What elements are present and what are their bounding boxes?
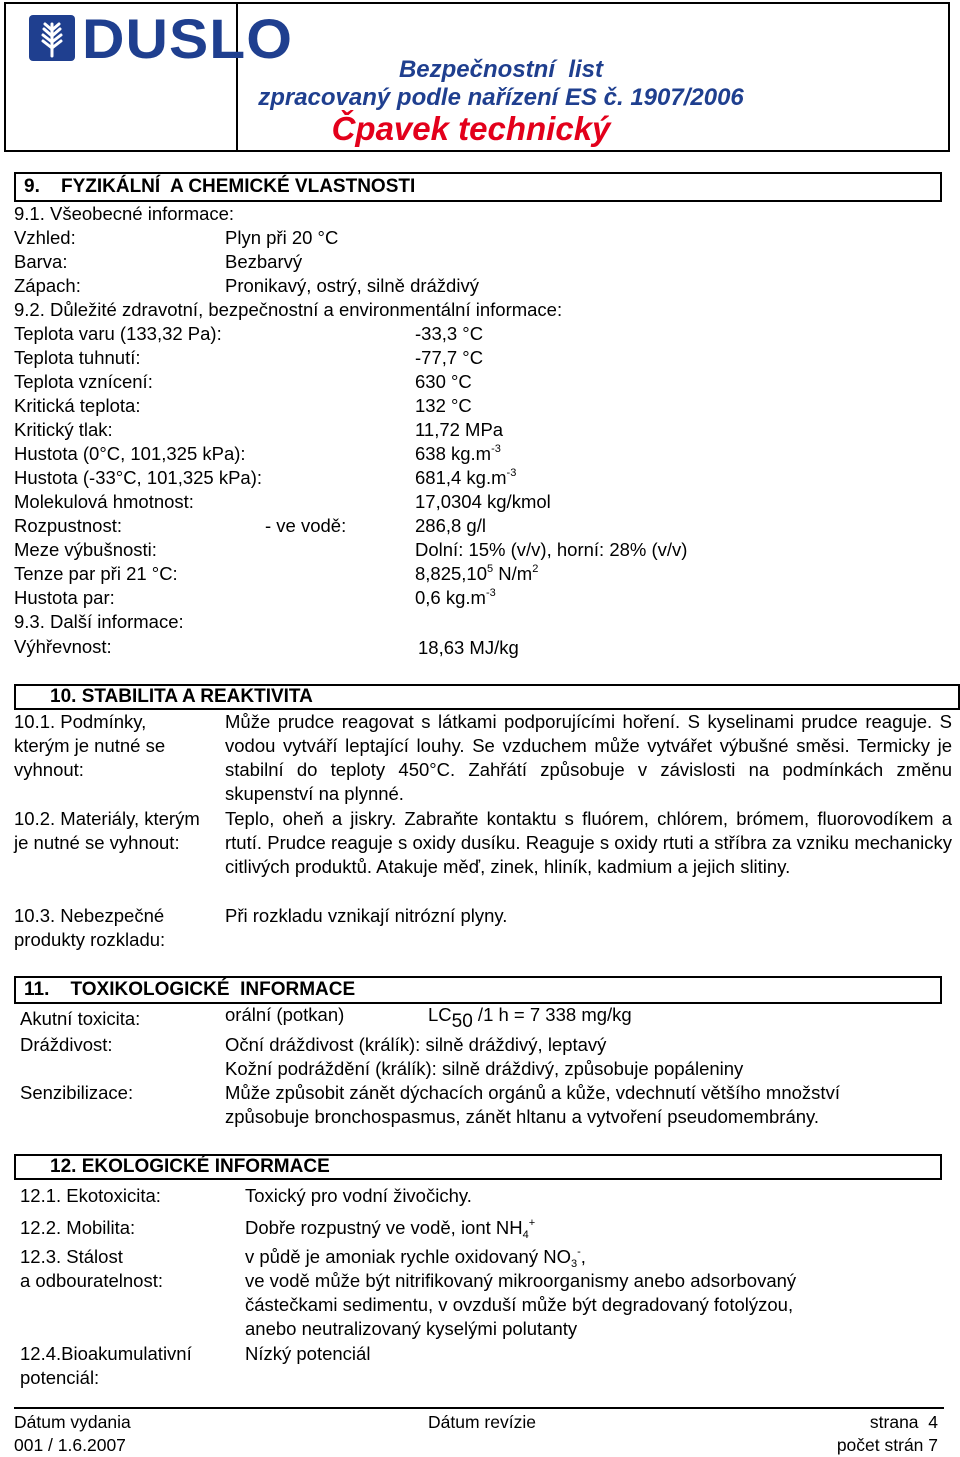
odor-value: Pronikavý, ostrý, silně dráždivý (225, 275, 479, 296)
color-value: Bezbarvý (225, 251, 303, 272)
document-header (4, 2, 950, 152)
logo-area (6, 4, 294, 150)
issue-date-label: Dátum vydania (14, 1412, 131, 1432)
mobility-value: Dobře rozpustný ve vodě, iont $NH_4^+$ (245, 1217, 536, 1241)
property-label: Kritický tlak: (14, 419, 113, 440)
conditions-text: Může prudce reagovat s látkami podporujícími hoření. S kyselinami prudce reaguje. S vodou vytváří leptající louhy. Se vzduchem může vytvářet výbušné směsi. Termicky je stabilní do teploty 450°C. Zahřátí způsobuje v závislosti na podmínkách změnu skupenství na plynné. (225, 711, 952, 804)
acute-toxicity-label: Akutní toxicita: (20, 1008, 141, 1029)
acute-toxicity-route: orální (potkan) (225, 1004, 345, 1025)
property-value: 17,0304 kg/kmol (415, 491, 551, 512)
logo-text: DUSLO (82, 7, 294, 70)
property-label: Teplota varu (133,32 Pa): (14, 323, 222, 344)
page-number: strana 4 (869, 1412, 938, 1432)
page-count: počet strán 7 (836, 1435, 938, 1455)
property-label: Kritická teplota: (14, 395, 141, 416)
persistence-text-4: anebo neutralizovaný kyselými polutanty (245, 1318, 578, 1339)
property-value: 638 $kg.m^{-3}$ (415, 443, 501, 464)
odor-label: Zápach: (14, 275, 81, 296)
property-value: 630 °C (415, 371, 472, 392)
persistence-text-2: ve vodě může být nitrifikovaný mikroorganismy anebo adsorbovaný (245, 1270, 797, 1291)
bioaccumulation-value: Nízký potenciál (245, 1343, 371, 1364)
heating-value: 18,63 MJ/kg (418, 637, 519, 658)
section-9-title: 9. FYZIKÁLNÍ A CHEMICKÉ VLASTNOSTI (24, 176, 416, 197)
property-value: 132 °C (415, 395, 472, 416)
sensitization-text-2: způsobuje bronchospasmus, zánět hltanu a vytvoření pseudomembrány. (225, 1106, 820, 1127)
appearance-value: Plyn při 20 °C (225, 227, 339, 248)
materials-label: 10.2. Materiály, kterým je nutné se vyhnout: (14, 808, 200, 853)
property-label: Molekulová hmotnost: (14, 491, 194, 512)
property-label: Teplota vznícení: (14, 371, 153, 392)
acute-toxicity-value: $LC_{50}$ /1 h = 7 338 mg/kg (428, 1004, 632, 1032)
property-value: -33,3 °C (415, 323, 484, 344)
persistence-text-1: v půdě je amoniak rychle oxidovaný $NO_3^-$, (245, 1246, 586, 1270)
section-12-header (14, 1154, 942, 1180)
section-9-header (14, 172, 942, 202)
property-label: Teplota tuhnutí: (14, 347, 141, 368)
eye-irritation: Oční dráždivost (králík): silně dráždivý, leptavý (225, 1034, 607, 1055)
property-label: Hustota par: (14, 587, 115, 608)
property-label: Rozpustnost: (14, 515, 122, 536)
materials-text: Teplo, oheň a jiskry. Zabraňte kontaktu s fluórem, chlórem, brómem, fluorovodíkem a rtutí. Prudce reaguje s oxidy dusíku. Reaguje s oxidy rtuti a stříbra za vzniku mechanicky citlivých produktů. Atakuje měď, zinek, hliník, kadmium a jejich slitiny. (225, 808, 952, 877)
subsection-9-1: 9.1. Všeobecné informace: (14, 203, 235, 224)
regulation-subtitle: zpracovaný podle nařízení ES č. 1907/2006 (258, 84, 744, 111)
property-qualifier: - ve vodě: (265, 515, 347, 536)
section-11-header (14, 976, 942, 1004)
document-title: Bezpečnostní list (398, 56, 604, 83)
property-value: -77,7 °C (415, 347, 484, 368)
section-10-title: 10. STABILITA A REAKTIVITA (50, 686, 313, 707)
persistence-text-3: částečkami sedimentu, v ovzduší může být degradovaný fotolýzou, (245, 1294, 794, 1315)
version-date: 001 / 1.6.2007 (14, 1435, 126, 1455)
property-value: Dolní: 15% (v/v), horní: 28% (v/v) (415, 539, 688, 560)
persistence-label-2: a odbouratelnost: (20, 1270, 163, 1291)
sensitization-label: Senzibilizace: (20, 1082, 134, 1103)
bioaccumulation-label: 12.4.Bioakumulativní (20, 1343, 192, 1364)
property-label: Tenze par při 21 °C: (14, 563, 178, 584)
ecotoxicity-label: 12.1. Ekotoxicita: (20, 1185, 161, 1206)
sensitization-text-1: Může způsobit zánět dýchacích orgánů a kůže, vdechnutí většího množství (225, 1082, 840, 1103)
bioaccumulation-label-2: potenciál: (20, 1367, 100, 1388)
conditions-label: 10.1. Podmínky, kterým je nutné se vyhnout: (14, 711, 166, 780)
property-value: 681,4 $kg.m^{-3}$ (415, 467, 517, 488)
subsection-9-3: 9.3. Další informace: (14, 611, 184, 632)
section-10-header (14, 684, 960, 710)
decomposition-label: 10.3. Nebezpečné produkty rozkladu: (14, 905, 166, 950)
property-value: 0,6 $kg.m^{-3}$ (415, 587, 496, 608)
property-label: Hustota (0°C, 101,325 kPa): (14, 443, 246, 464)
persistence-label: 12.3. Stálost (20, 1246, 123, 1267)
heating-value-label: Výhřevnost: (14, 636, 112, 657)
property-value: 286,8 g/l (415, 515, 486, 536)
revision-date-label: Dátum revízie (428, 1412, 536, 1432)
mobility-label: 12.2. Mobilita: (20, 1217, 136, 1238)
decomposition-text: Při rozkladu vznikají nitrózní plyny. (225, 905, 508, 926)
wheat-logo-icon (28, 14, 76, 62)
ecotoxicity-value: Toxický pro vodní živočichy. (245, 1185, 472, 1206)
property-value: 11,72 MPa (415, 419, 504, 440)
irritation-label: Dráždivost: (20, 1034, 113, 1055)
color-label: Barva: (14, 251, 68, 272)
section-11-title: 11. TOXIKOLOGICKÉ INFORMACE (24, 979, 356, 1000)
footer-divider (14, 1407, 944, 1409)
section-12-title: 12. EKOLOGICKÉ INFORMACE (50, 1156, 330, 1177)
property-label: Meze výbušnosti: (14, 539, 157, 560)
property-value: 8,825,10$^5$ $N/m^2$ (415, 563, 539, 584)
skin-irritation: Kožní podráždění (králík): silně dráždivý, způsobuje popáleniny (225, 1058, 744, 1079)
property-label: Hustota (-33°C, 101,325 kPa): (14, 467, 263, 488)
subsection-9-2: 9.2. Důležité zdravotní, bezpečnostní a environmentální informace: (14, 299, 563, 320)
appearance-label: Vzhled: (14, 227, 76, 248)
product-name: Čpavek technický (331, 110, 611, 147)
